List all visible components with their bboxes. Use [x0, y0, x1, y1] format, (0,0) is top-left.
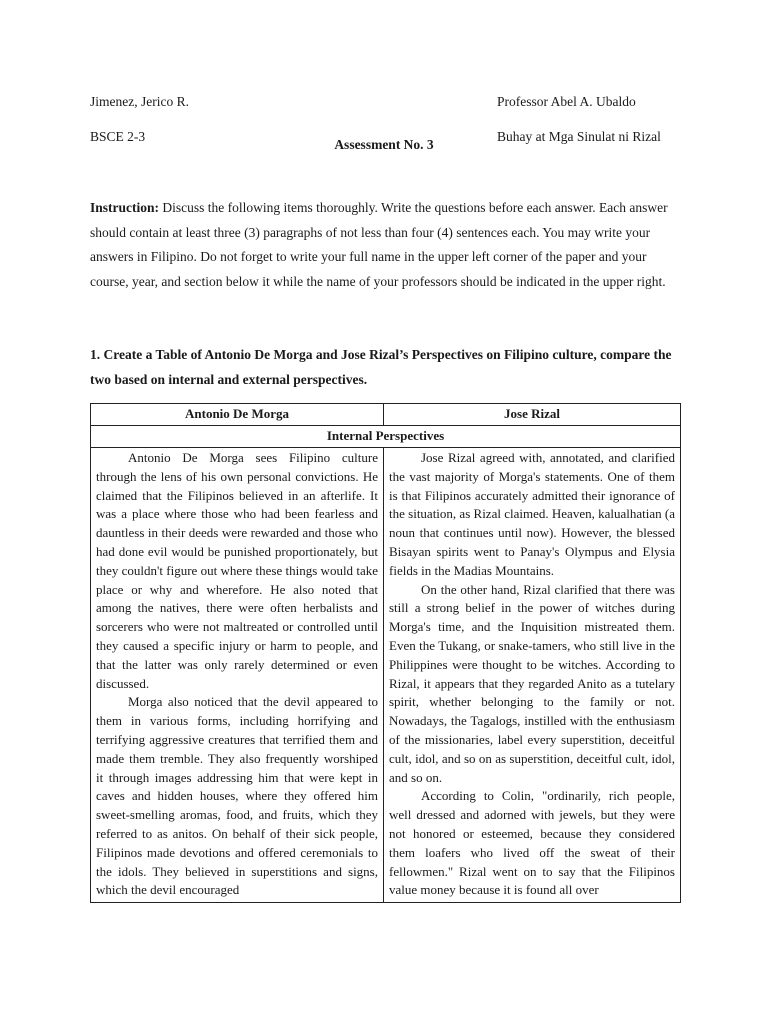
rizal-paragraph-3: According to Colin, "ordinarily, rich people, well dressed and adorned with jewels, but they were not honored or esteemed, because they considered them loafers who lived off the sweat of their fellowmen." Rizal went on to say that the Filipinos value money because it is found all over — [389, 788, 675, 898]
table-header-row — [91, 404, 681, 426]
internal-perspectives-heading: Internal Perspectives — [91, 426, 681, 448]
morga-paragraph-1: Antonio De Morga sees Filipino culture through the lens of his own personal convictions. He claimed that the Filipinos believed in an afterlife. It was a place where those who had been fearless and dauntless in their deeds were rewarded and those who had done evil would be punished proportionately, but they couldn't figure out where these things would take place or why and wherefore. He also noted that among the natives, there were often herbalists and sorcerers who were not maltreated or controlled until they caused a specific injury or harm to people, and that the latter was only rarely determined or even discussed. — [96, 450, 378, 691]
assessment-title: Assessment No. 3 — [334, 137, 434, 152]
rizal-paragraph-2: On the other hand, Rizal clarified that there was still a strong belief in the power of witches during Morga's time, and the Inquisition mistreated them. Even the Tukang, or snake-tamers, who still live in the Philippines were thought to be witches. According to Rizal, it appears that they regarded Anito as a tutelary spirit, whether belonging to the family or not. Nowadays, the Tagalogs, instilled with the enthusiasm of the missionaries, label every superstition, deceitful cult, idol, and so on as superstition, deceitful cult, idol, and so on. — [389, 581, 675, 785]
table-row — [91, 448, 681, 903]
morga-cell — [91, 448, 384, 903]
column-header-rizal: Jose Rizal — [384, 404, 681, 426]
instruction-text: Discuss the following items thoroughly. Write the questions before each answer. Each answer should contain at least three (3) paragraphs of not less than four (4) sentences each. You may write your answers in Filipino. Do not forget to write your full name in the upper left corner of the paper and your course, year, and section below it while the name of your professors should be indicated in the upper right. — [90, 200, 668, 289]
subject-name: Buhay at Mga Sinulat ni Rizal — [497, 129, 661, 144]
rizal-paragraph-1: Jose Rizal agreed with, annotated, and clarified the vast majority of Morga's statements. One of them is that Filipinos accurately admitted their ignorance of the situation, as Rizal claimed. Heaven, kalualhatian (a noun that continues until now). However, the blessed Bisayan spirits went to Panay's Olympus and Elysia fields in the Madias Mountains. — [389, 450, 675, 578]
instruction-label: Instruction: — [90, 200, 160, 215]
rizal-cell — [384, 448, 681, 903]
table-band-row — [91, 426, 681, 448]
instruction-paragraph — [90, 196, 680, 294]
student-name: Jimenez, Jerico R. — [90, 94, 189, 109]
professor-name: Professor Abel A. Ubaldo — [497, 94, 636, 109]
column-header-morga: Antonio De Morga — [91, 404, 384, 426]
comparison-table — [90, 403, 681, 903]
course-section: BSCE 2-3 — [90, 129, 146, 144]
morga-paragraph-2: Morga also noticed that the devil appeared to them in various forms, including horrifying and terrifying aggressive creatures that terrified them and made them tremble. They also frequently worshiped it through images addressing him that were kept in caves and hidden houses, where they offered him sweet-smelling aromas, food, and fruits, which they referred to as anitos. On behalf of their sick people, Filipinos made devotions and offered ceremonials to the idols. They believed in superstitions and signs, which the devil encouraged — [96, 694, 378, 898]
question-1: 1. Create a Table of Antonio De Morga and Jose Rizal’s Perspectives on Filipino culture, compare the two based on internal and external perspectives. — [90, 347, 672, 387]
